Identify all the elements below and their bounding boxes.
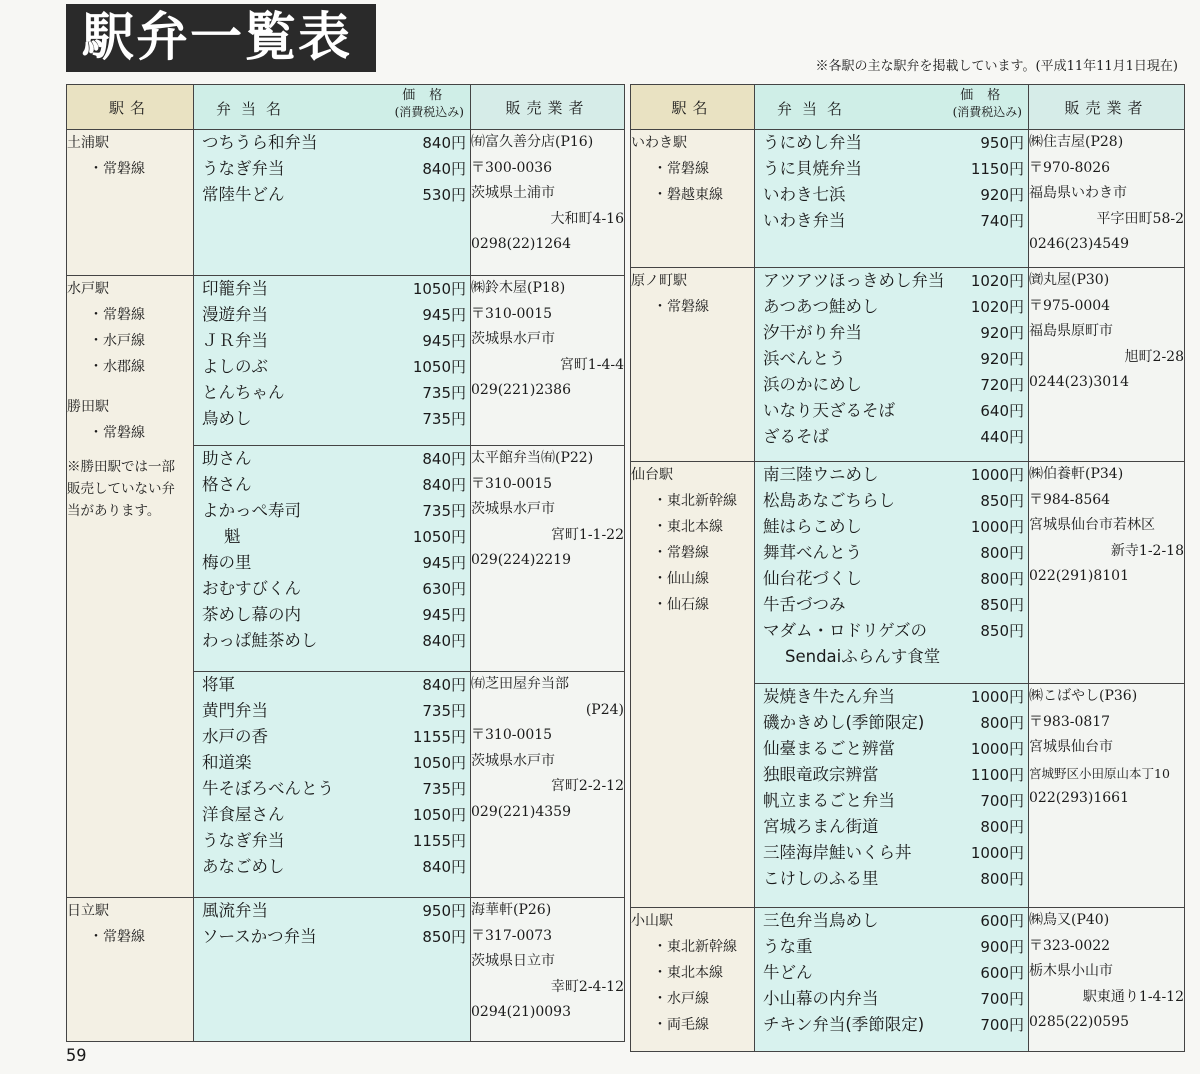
bento-list	[194, 672, 471, 898]
list-item: 洋食屋さん 1050円	[202, 805, 466, 824]
list-item: 磯かきめし(季節限定) 800円	[763, 713, 1024, 732]
station-cell: いわき駅 ・常磐線 ・磐越東線	[631, 130, 755, 268]
bento-list	[755, 462, 1029, 684]
bento-list	[755, 268, 1029, 462]
bento-list	[755, 684, 1029, 908]
table-row	[67, 276, 625, 446]
bento-list	[755, 908, 1029, 1052]
list-item: いわき七浜 920円	[763, 185, 1024, 204]
list-item: 三色弁当鳥めし 600円	[763, 911, 1024, 930]
list-item: 将軍 840円	[202, 675, 466, 694]
list-item: よしのぶ 1050円	[202, 357, 466, 376]
list-item: 牛そぼろべんとう 735円	[202, 779, 466, 798]
list-item: うなぎ弁当 840円	[202, 159, 466, 178]
vendor-cell: ㈾丸屋(P30) 〒975-0004 福島県原町市 旭町2-28 0244(23)3014	[1029, 268, 1185, 462]
list-item: ざるそば 440円	[763, 427, 1024, 446]
list-item: 松島あなごちらし 850円	[763, 491, 1024, 510]
list-item: ソースかつ弁当 850円	[202, 927, 466, 946]
list-item: おむすびくん 630円	[202, 579, 466, 598]
station-cell: 仙台駅 ・東北新幹線 ・東北本線 ・常磐線 ・仙山線 ・仙石線	[631, 462, 755, 908]
list-item: 常陸牛どん 530円	[202, 185, 466, 204]
list-item: 印籠弁当 1050円	[202, 279, 466, 298]
station-cell: 水戸駅 ・常磐線 ・水戸線 ・水郡線 勝田駅 ・常磐線 ※勝田駅では一部販売していない弁当があります。	[67, 276, 194, 898]
list-item: 茶めし幕の内 945円	[202, 605, 466, 624]
list-item: あなごめし 840円	[202, 857, 466, 876]
list-item: あつあつ鮭めし 1020円	[763, 297, 1024, 316]
page-title: 駅弁一覧表	[66, 4, 376, 72]
header-vendor: 販売業者	[1029, 85, 1185, 130]
list-item: 助さん 840円	[202, 449, 466, 468]
table-row	[631, 462, 1185, 684]
vendor-cell: ㈱伯養軒(P34) 〒984-8564 宮城県仙台市若林区 新寺1-2-18 022(291)8101	[1029, 462, 1185, 684]
header-vendor: 販売業者	[471, 85, 625, 130]
list-item: 舞茸べんとう 800円	[763, 543, 1024, 562]
list-item: 南三陸ウニめし 1000円	[763, 465, 1024, 484]
list-item: 小山幕の内弁当 700円	[763, 989, 1024, 1008]
list-item: 鮭はらこめし 1000円	[763, 517, 1024, 536]
list-item: 仙臺まるごと辨當 1000円	[763, 739, 1024, 758]
list-item: 牛どん 600円	[763, 963, 1024, 982]
list-item: チキン弁当(季節限定) 700円	[763, 1015, 1024, 1034]
vendor-cell: ㈲芝田屋弁当部 (P24) 〒310-0015 茨城県水戸市 宮町2-2-12 029(221)4359	[471, 672, 625, 898]
list-item: とんちゃん 735円	[202, 383, 466, 402]
bento-list	[194, 898, 471, 1042]
list-item: こけしのふる里 800円	[763, 869, 1024, 888]
vendor-cell: 太平館弁当㈲(P22) 〒310-0015 茨城県水戸市 宮町1-1-22 029(224)2219	[471, 446, 625, 672]
vendor-cell: ㈱こばやし(P36) 〒983-0817 宮城県仙台市 宮城野区小田原山本丁10 022(293)1661	[1029, 684, 1185, 908]
list-item: いわき弁当 740円	[763, 211, 1024, 230]
station-cell: 土浦駅 ・常磐線	[67, 130, 194, 276]
list-item: 三陸海岸鮭いくら丼 1000円	[763, 843, 1024, 862]
list-item: うにめし弁当 950円	[763, 133, 1024, 152]
list-item: 和道楽 1050円	[202, 753, 466, 772]
table-row	[631, 130, 1185, 268]
vendor-cell: ㈱鈴木屋(P18) 〒310-0015 茨城県水戸市 宮町1-4-4 029(221)2386	[471, 276, 625, 446]
station-cell: 小山駅 ・東北新幹線 ・東北本線 ・水戸線 ・両毛線	[631, 908, 755, 1052]
table-row	[67, 130, 625, 276]
list-item: 牛舌づつみ 850円	[763, 595, 1024, 614]
list-item: 魁 1050円	[224, 527, 466, 546]
list-item: 黄門弁当 735円	[202, 701, 466, 720]
bento-list	[194, 130, 471, 276]
vendor-cell: 海華軒(P26) 〒317-0073 茨城県日立市 幸町2-4-12 0294(21)0093	[471, 898, 625, 1042]
list-item: 梅の里 945円	[202, 553, 466, 572]
list-item: 独眼竜政宗辨當 1100円	[763, 765, 1024, 784]
table-row	[631, 908, 1185, 1052]
header-station: 駅名	[631, 85, 755, 130]
list-item: 水戸の香 1155円	[202, 727, 466, 746]
bento-list	[194, 276, 471, 446]
list-item: 鳥めし 735円	[202, 409, 466, 428]
list-item: 浜べんとう 920円	[763, 349, 1024, 368]
list-item: つちうら和弁当 840円	[202, 133, 466, 152]
list-item: 浜のかにめし 720円	[763, 375, 1024, 394]
list-item: アツアツほっきめし弁当 1020円	[763, 271, 1024, 290]
list-item: 仙台花づくし 800円	[763, 569, 1024, 588]
bento-list	[755, 130, 1029, 268]
vendor-cell: ㈱住吉屋(P28) 〒970-8026 福島県いわき市 平字田町58-2 0246(23)4549	[1029, 130, 1185, 268]
list-item: うに貝焼弁当 1150円	[763, 159, 1024, 178]
header-note: ※各駅の主な駅弁を掲載しています。(平成11年11月1日現在)	[815, 59, 1178, 74]
list-item: マダム・ロドリゲズの 850円	[763, 621, 1024, 640]
list-item: よかっぺ寿司 735円	[202, 501, 466, 520]
page-number: 59	[66, 1046, 87, 1066]
list-item: 宮城ろまん街道 800円	[763, 817, 1024, 836]
vendor-cell: ㈱鳥又(P40) 〒323-0022 栃木県小山市 駅東通り1-4-12 0285(22)0595	[1029, 908, 1185, 1052]
list-item: うな重 900円	[763, 937, 1024, 956]
table-row	[67, 898, 625, 1042]
list-item: 風流弁当 950円	[202, 901, 466, 920]
left-table	[66, 84, 625, 1042]
table-row	[631, 268, 1185, 462]
list-item: うなぎ弁当 1155円	[202, 831, 466, 850]
list-item: いなり天ざるそば 640円	[763, 401, 1024, 420]
station-cell: 日立駅 ・常磐線	[67, 898, 194, 1042]
list-item: 帆立まるごと弁当 700円	[763, 791, 1024, 810]
list-item: ＪＲ弁当 945円	[202, 331, 466, 350]
bento-list	[194, 446, 471, 672]
list-item: 漫遊弁当 945円	[202, 305, 466, 324]
header-bento: 弁当名 価格 (消費税込み)	[194, 85, 471, 130]
list-item: 格さん 840円	[202, 475, 466, 494]
list-item: 炭焼き牛たん弁当 1000円	[763, 687, 1024, 706]
right-table	[630, 84, 1185, 1052]
list-item: Sendaiふらんす食堂	[785, 647, 941, 666]
list-item: わっぱ鮭茶めし 840円	[202, 631, 466, 650]
vendor-cell: ㈲富久善分店(P16) 〒300-0036 茨城県土浦市 大和町4-16 0298(22)1264	[471, 130, 625, 276]
station-cell: 原ノ町駅 ・常磐線	[631, 268, 755, 462]
header-bento: 弁当名 価格 (消費税込み)	[755, 85, 1029, 130]
header-station: 駅名	[67, 85, 194, 130]
list-item: 汐干がり弁当 920円	[763, 323, 1024, 342]
